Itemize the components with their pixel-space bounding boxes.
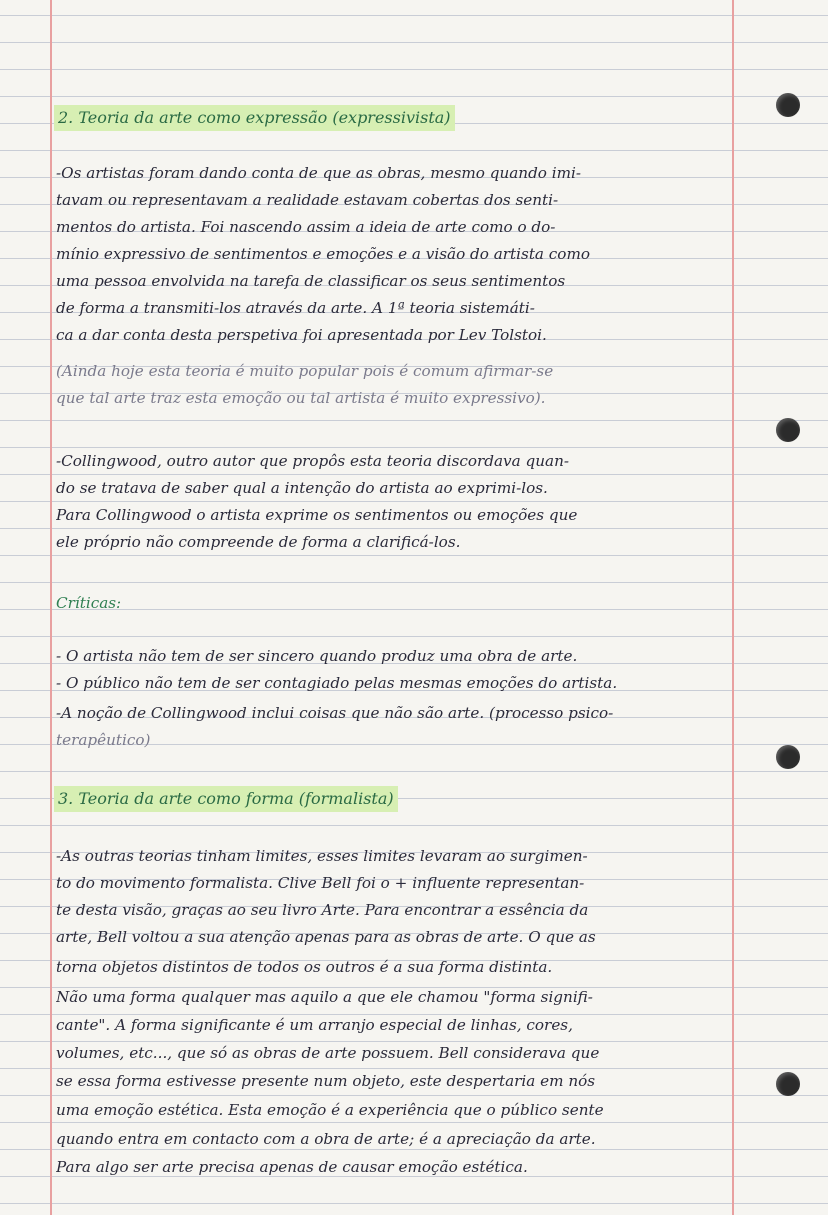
text-line-note: que tal arte traz esta emoção ou tal artista é muito expressivo). — [56, 389, 546, 407]
binder-hole — [776, 418, 800, 442]
text-line: mentos do artista. Foi nascendo assim a ideia de arte como o do- — [56, 218, 556, 236]
section-2-title: 2. Teoria da arte como expressão (expressivista) — [54, 105, 455, 131]
text-line: tavam ou representavam a realidade estavam cobertas dos senti- — [56, 191, 559, 209]
text-line: arte, Bell voltou a sua atenção apenas para as obras de arte. O que as — [56, 928, 596, 946]
text-line: Para Collingwood o artista exprime os sentimentos ou emoções que — [56, 506, 578, 524]
text-line: to do movimento formalista. Clive Bell foi o + influente representan- — [56, 874, 585, 892]
criticas-label: Críticas: — [56, 594, 122, 612]
text-line: Para algo ser arte precisa apenas de causar emoção estética. — [56, 1158, 528, 1176]
binder-hole — [776, 745, 800, 769]
text-line: de forma a transmiti-los através da arte. A 1ª teoria sistemáti- — [56, 299, 535, 317]
text-line: te desta visão, graças ao seu livro Arte. Para encontrar a essência da — [56, 901, 589, 919]
text-line: Não uma forma qualquer mas aquilo a que ele chamou "forma signifi- — [56, 988, 593, 1006]
text-line: -Os artistas foram dando conta de que as obras, mesmo quando imi- — [56, 164, 582, 182]
text-line: se essa forma estivesse presente num objeto, este despertaria em nós — [56, 1072, 596, 1090]
criticism-item: - O artista não tem de ser sincero quando produz uma obra de arte. — [56, 647, 578, 665]
text-line: cante". A forma significante é um arranjo especial de linhas, cores, — [56, 1016, 573, 1034]
criticism-item: terapêutico) — [56, 731, 151, 749]
text-line: ca a dar conta desta perspetiva foi apresentada por Lev Tolstoi. — [56, 326, 547, 344]
text-line-note: (Ainda hoje esta teoria é muito popular pois é comum afirmar-se — [56, 362, 554, 380]
text-line: -As outras teorias tinham limites, esses limites levaram ao surgimen- — [56, 847, 588, 865]
text-line: torna objetos distintos de todos os outros é a sua forma distinta. — [56, 958, 553, 976]
criticism-item: -A noção de Collingwood inclui coisas que não são arte. (processo psico- — [56, 704, 614, 722]
text-line: quando entra em contacto com a obra de arte; é a apreciação da arte. — [56, 1130, 596, 1148]
text-line: mínio expressivo de sentimentos e emoções e a visão do artista como — [56, 245, 590, 263]
section-3-title: 3. Teoria da arte como forma (formalista) — [54, 786, 398, 812]
text-line: uma emoção estética. Esta emoção é a experiência que o público sente — [56, 1101, 604, 1119]
text-line: volumes, etc..., que só as obras de arte possuem. Bell considerava que — [56, 1044, 600, 1062]
text-line: uma pessoa envolvida na tarefa de classificar os seus sentimentos — [56, 272, 566, 290]
binder-hole — [776, 1072, 800, 1096]
text-line: ele próprio não compreende de forma a clarificá-los. — [56, 533, 461, 551]
left-margin-line — [50, 0, 52, 1215]
text-line: do se tratava de saber qual a intenção do artista ao exprimi-los. — [56, 479, 548, 497]
binder-hole — [776, 93, 800, 117]
text-line: -Collingwood, outro autor que propôs esta teoria discordava quan- — [56, 452, 569, 470]
criticism-item: - O público não tem de ser contagiado pelas mesmas emoções do artista. — [56, 674, 618, 692]
